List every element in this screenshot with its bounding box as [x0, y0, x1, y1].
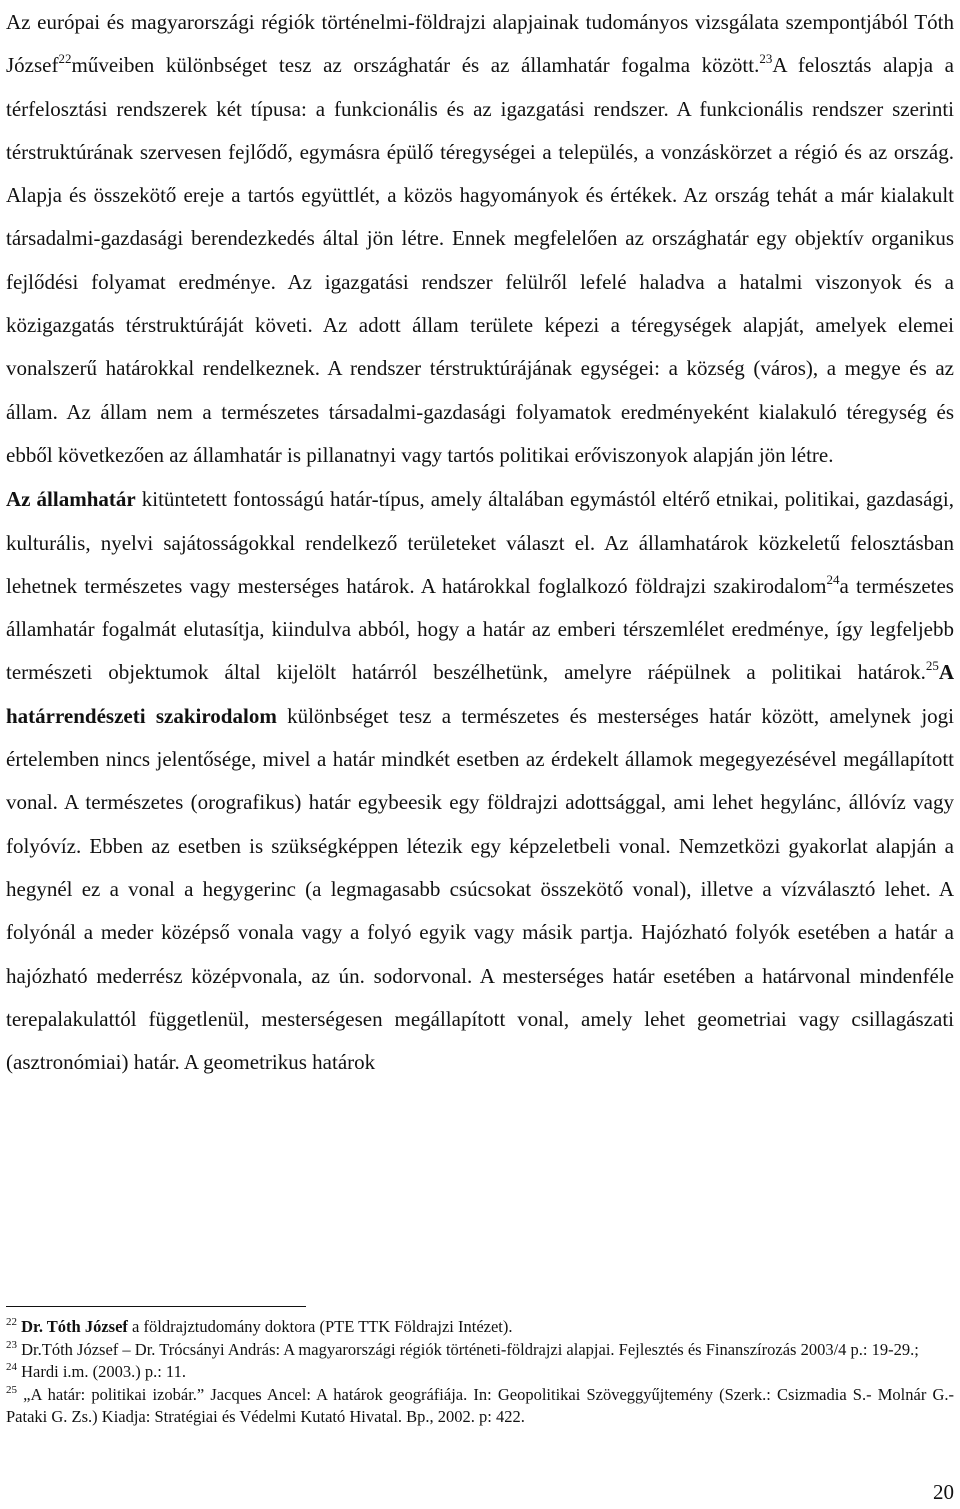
footnote-number: 23: [6, 1338, 17, 1351]
footnote-number: 22: [6, 1316, 17, 1328]
footnote-25: [6, 1384, 954, 1429]
text-run: különbséget tesz a természetes és mesterséges határ között, amelynek jogi értelemben nincs jelentősége, mivel a határ mindkét esetben az érdekelt államok megegyezésével megállapított vonal. A természetes (orografikus) határ egybeesik egy földrajzi adottsággal, ami lehet hegylánc, állóvíz vagy folyóvíz. Ebben az esetben is szükségképpen létezik egy képzeletbeli vonal. Nemzetközi gyakorlat alapján a hegynél ez a vonal a hegygerinc (a legmagasabb csúcsokat összekötő vonal), illetve a vízválasztó lehet. A folyónál a meder középső vonala vagy a folyó egyik vagy másik partja. Hajózható folyók esetében a határ a hajózható mederrész középvonala, az ún. sodorvonal. A mesterséges határ esetében a határvonal mindenféle terepalakulattól függetlenül, mesterségesen megállapított vonal, amely lehet geometriai vagy csillagászati (asztronómiai) határ. A geometrikus határok: [6, 703, 954, 1075]
footnote-text: a földrajztudomány doktora (PTE TTK Földrajzi Intézet).: [132, 1317, 513, 1336]
footnote-bold: Dr. Tóth József: [21, 1317, 128, 1336]
footnote-number: 25: [6, 1383, 17, 1396]
footnote-text: Hardi i.m. (2003.) p.: 11.: [21, 1362, 186, 1381]
paragraph-state-border: [6, 477, 954, 1084]
footnote-ref[interactable]: 22: [58, 51, 72, 67]
footnote-separator: [6, 1306, 306, 1307]
footnote-text: Dr.Tóth József – Dr. Trócsányi András: A magyarországi régiók történeti-földrajzi alapjai. Fejlesztés és Finanszírozás 2003/4 p.: 19-29.;: [21, 1339, 919, 1359]
text-run: Az európai és magyarországi régiók történelmi-földrajzi alapjainak tudományos vizsgálata szempontjából Tóth József: [6, 10, 954, 78]
paragraph-regions: [6, 0, 954, 477]
footnote-ref[interactable]: 23: [759, 51, 773, 67]
bold-term: Az államhatár: [6, 487, 136, 512]
page-number: 20: [933, 1480, 954, 1504]
footnotes: [6, 1316, 954, 1429]
footnote-24: [6, 1361, 954, 1384]
text-run: műveiben különbséget tesz az országhatár és az államhatár fogalma között.: [71, 53, 760, 78]
text-run: kitüntetett fontosságú határ-típus, amely általában egymástól eltérő etnikai, politikai, gazdasági, kulturális, nyelvi sajátosságokkal rendelkező területeket választ el. Az államhatárok közkeletű felosztásban lehetnek természetes vagy mesterséges határok. A határokkal foglalkozó földrajzi szakirodalom: [6, 487, 954, 598]
footnote-ref[interactable]: 24: [826, 571, 840, 587]
footnote-ref[interactable]: 25: [925, 658, 939, 674]
footnote-number: 24: [6, 1361, 17, 1373]
text-run: a természetes államhatár fogalmát elutasítja, kiindulva abból, hogy a határ az emberi térszemlélet eredménye, így legfeljebb természeti objektumok által kijelölt határról beszélhetünk, amelyre ráépülnek a politikai határok.: [6, 573, 954, 685]
bold-term: A határrendészeti szakirodalom: [6, 660, 954, 728]
page-body: [6, 0, 954, 1084]
footnote-23: [6, 1339, 954, 1362]
footnote-22: [6, 1316, 954, 1339]
text-run: A felosztás alapja a térfelosztási rendszerek két típusa: a funkcionális és az igazgatási rendszer. A funkcionális rendszer szerinti térstruktúrának szervesen fejlődő, egymásra épülő téregységei a település, a vonzáskörzet a régió és az ország. Alapja és összekötő ereje a tartós együttlét, a közös hagyományok és értékek. Az ország tehát a már kialakult társadalmi-gazdasági berendezkedés által jön létre. Ennek megfelelően az országhatár egy objektív organikus fejlődési folyamat eredménye. Az igazgatási rendszer felülről lefelé haladva a hatalmi viszonyok és a közigazgatás térstruktúráját követi. Az adott állam területe képezi a téregységek alapját, amelyek elemei vonalszerű határokkal rendelkeznek. A rendszer térstruktúrájának egységei: a község (város), a megye és az állam. Az állam nem a természetes társadalmi-gazdasági folyamatok eredményeként kialakuló téregység és ebből következően az államhatár is pillanatnyi vagy tartós politikai erőviszonyok alapján jön létre.: [6, 53, 954, 467]
footnote-text: „A határ: politikai izobár.” Jacques Ancel: A határok geográfiája. In: Geopolitikai Szöveggyűjtemény (Szerk.: Csizmadia S.- Molnár G.- Pataki G. Zs.) Kiadja: Stratégiai és Védelmi Kutató Hivatal. Bp., 2002. p: 422.: [6, 1384, 955, 1426]
